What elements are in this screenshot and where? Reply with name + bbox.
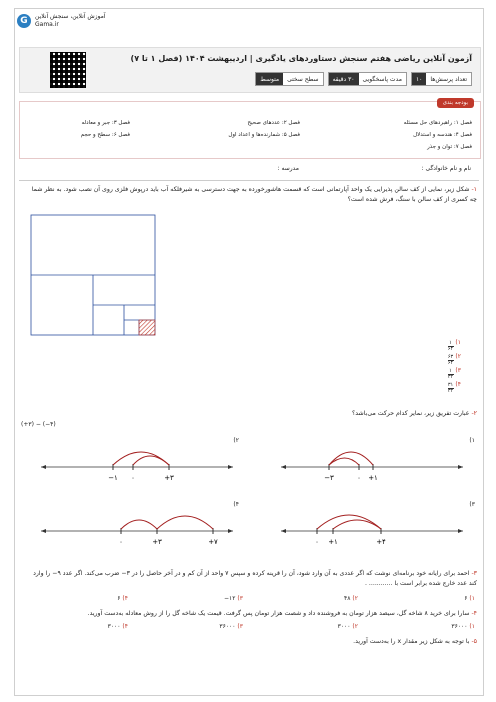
option-3[interactable]: ۳) ۳۶۰۰۰: [219, 623, 243, 630]
tick-label: +۱: [368, 474, 378, 482]
number-line-option-4: [37, 501, 237, 551]
option-4[interactable]: ۴) ۶: [117, 595, 128, 602]
number-line-option-1: [277, 437, 467, 487]
question-3: [25, 569, 477, 589]
tick-label: +۱: [328, 538, 338, 546]
site-domain: Gama.ir: [35, 21, 59, 28]
floor-plan-figure: [29, 213, 159, 337]
option-1[interactable]: ۱): [469, 437, 475, 444]
subtraction-expression: (+۳) − (−۴): [21, 421, 56, 428]
question-number: ۲-: [471, 410, 477, 417]
chapter-item: فصل ۵: شمارنده‌ها و اعداد اول: [228, 132, 300, 138]
chapter-item: فصل ۶: سطح و حجم: [80, 132, 130, 138]
tick-label: ۰: [315, 538, 319, 546]
hatched-area: [139, 320, 155, 335]
number-line-option-2: [37, 437, 237, 487]
chapter-item: فصل ۴: هندسه و استدلال: [413, 132, 472, 138]
question-1: [25, 185, 477, 205]
tick-label: +۳: [152, 538, 162, 546]
student-info: [19, 163, 479, 177]
option-4[interactable]: ۴) $\frac{۳۱}{۳۲}$: [447, 381, 461, 394]
option-2[interactable]: ۲) ۴۸: [344, 595, 358, 602]
chapter-item: فصل ۳: جبر و معادله: [81, 120, 130, 126]
exam-page: [14, 8, 484, 696]
tick-label: −۱: [108, 474, 118, 482]
option-4[interactable]: ۴) ۳۰۰۰: [107, 623, 128, 630]
tick-label: ۰: [357, 474, 361, 482]
divider: [19, 180, 479, 181]
chapter-item: فصل ۲: عددهای صحیح: [247, 120, 300, 126]
option-1[interactable]: ۱) ۶: [464, 595, 475, 602]
exam-header: [19, 47, 481, 93]
question-5: [25, 637, 477, 647]
tick-label: ۰: [131, 474, 135, 482]
question-number: ۵-: [471, 638, 477, 645]
question-text: احمد برای رایانه خود برنامه‌ای نوشت که اگر عددی به آن وارد شود، آن را قرینه کرده و سپس ۷ واحد از آن کم و در آخر حاصل را در ۳− ضرب می‌کند. اگر عدد ۹− را وارد کند عدد خارج شده برابر است با ............ .: [33, 570, 477, 587]
gama-logo-icon: G: [17, 14, 31, 28]
school-label[interactable]: مدرسه :: [277, 165, 299, 172]
site-slogan: آموزش آنلاین، سنجش آنلاین: [35, 13, 106, 20]
budget-badge: بودجه بندی: [437, 98, 474, 108]
option-3[interactable]: ۳) ۱۲−: [224, 595, 243, 602]
question-number: ۴-: [471, 610, 477, 617]
qr-code-icon: [50, 52, 86, 88]
tick-label: +۷: [208, 538, 218, 546]
question-number: ۱-: [471, 186, 477, 193]
tick-label: −۳: [324, 474, 334, 482]
option-2[interactable]: ۲) $\frac{۶۳}{۶۴}$: [447, 353, 461, 366]
question-text: عبارت تفریق زیر، نمایر کدام حرکت می‌باشد؟: [352, 410, 470, 417]
option-3[interactable]: ۳): [469, 501, 475, 508]
chapter-item: فصل ۷: توان و جذر: [427, 144, 472, 150]
tick-label: ۰: [119, 538, 123, 546]
option-2[interactable]: ۲): [233, 437, 239, 444]
option-3[interactable]: ۳) $\frac{۱}{۳۲}$: [447, 367, 461, 380]
question-text: با توجه به شکل زیر مقدار x را به‌دست آورید.: [353, 638, 470, 645]
meta-difficulty: سطح سختی متوسط: [255, 72, 323, 86]
meta-duration: مدت پاسخگویی ۳۰ دقیقه: [328, 72, 407, 86]
number-line-option-3: [277, 501, 467, 551]
question-number: ۳-: [471, 570, 477, 577]
exam-meta: [255, 72, 472, 86]
option-1[interactable]: ۱) ۳۶۰۰۰: [451, 623, 475, 630]
question-text: سارا برای خرید ۸ شاخه گل، سیصد هزار تومان به فروشنده داد و شصت هزار تومان پس گرفت. قیمت یک شاخه گل را از روش معادله به‌دست آورید.: [87, 610, 470, 617]
chapter-budget: [19, 101, 481, 159]
option-1[interactable]: ۱) $\frac{۱}{۶۴}$: [447, 339, 461, 352]
tick-label: +۴: [376, 538, 386, 546]
site-logo[interactable]: [17, 13, 106, 29]
tick-label: +۳: [164, 474, 174, 482]
meta-question-count: تعداد پرسش‌ها ۱۰: [411, 72, 472, 86]
exam-title: آزمون آنلاین ریاضی هفتم سنجش دستاوردهای یادگیری | اردیبهشت ۱۴۰۴ (فصل ۱ تا ۷): [130, 54, 472, 63]
question-4: [25, 609, 477, 619]
option-2[interactable]: ۲) ۳۰۰۰: [337, 623, 358, 630]
student-name-label[interactable]: نام و نام خانوادگی :: [421, 165, 471, 172]
option-4[interactable]: ۴): [233, 501, 239, 508]
question-2: [25, 409, 477, 419]
chapter-item: فصل ۱: راهبردهای حل مسئله: [403, 120, 472, 126]
question-text: شکل زیر، نمایی از کف سالن پذیرایی یک واحد آپارتمانی است که قسمت هاشورخورده به جهت دسترسی به شیرفلکه آب باید درپوش فلزی روی آن نصب شود. به نظر شما چه کسری از کف سالن با سنگ، فرش شده است؟: [31, 186, 477, 203]
